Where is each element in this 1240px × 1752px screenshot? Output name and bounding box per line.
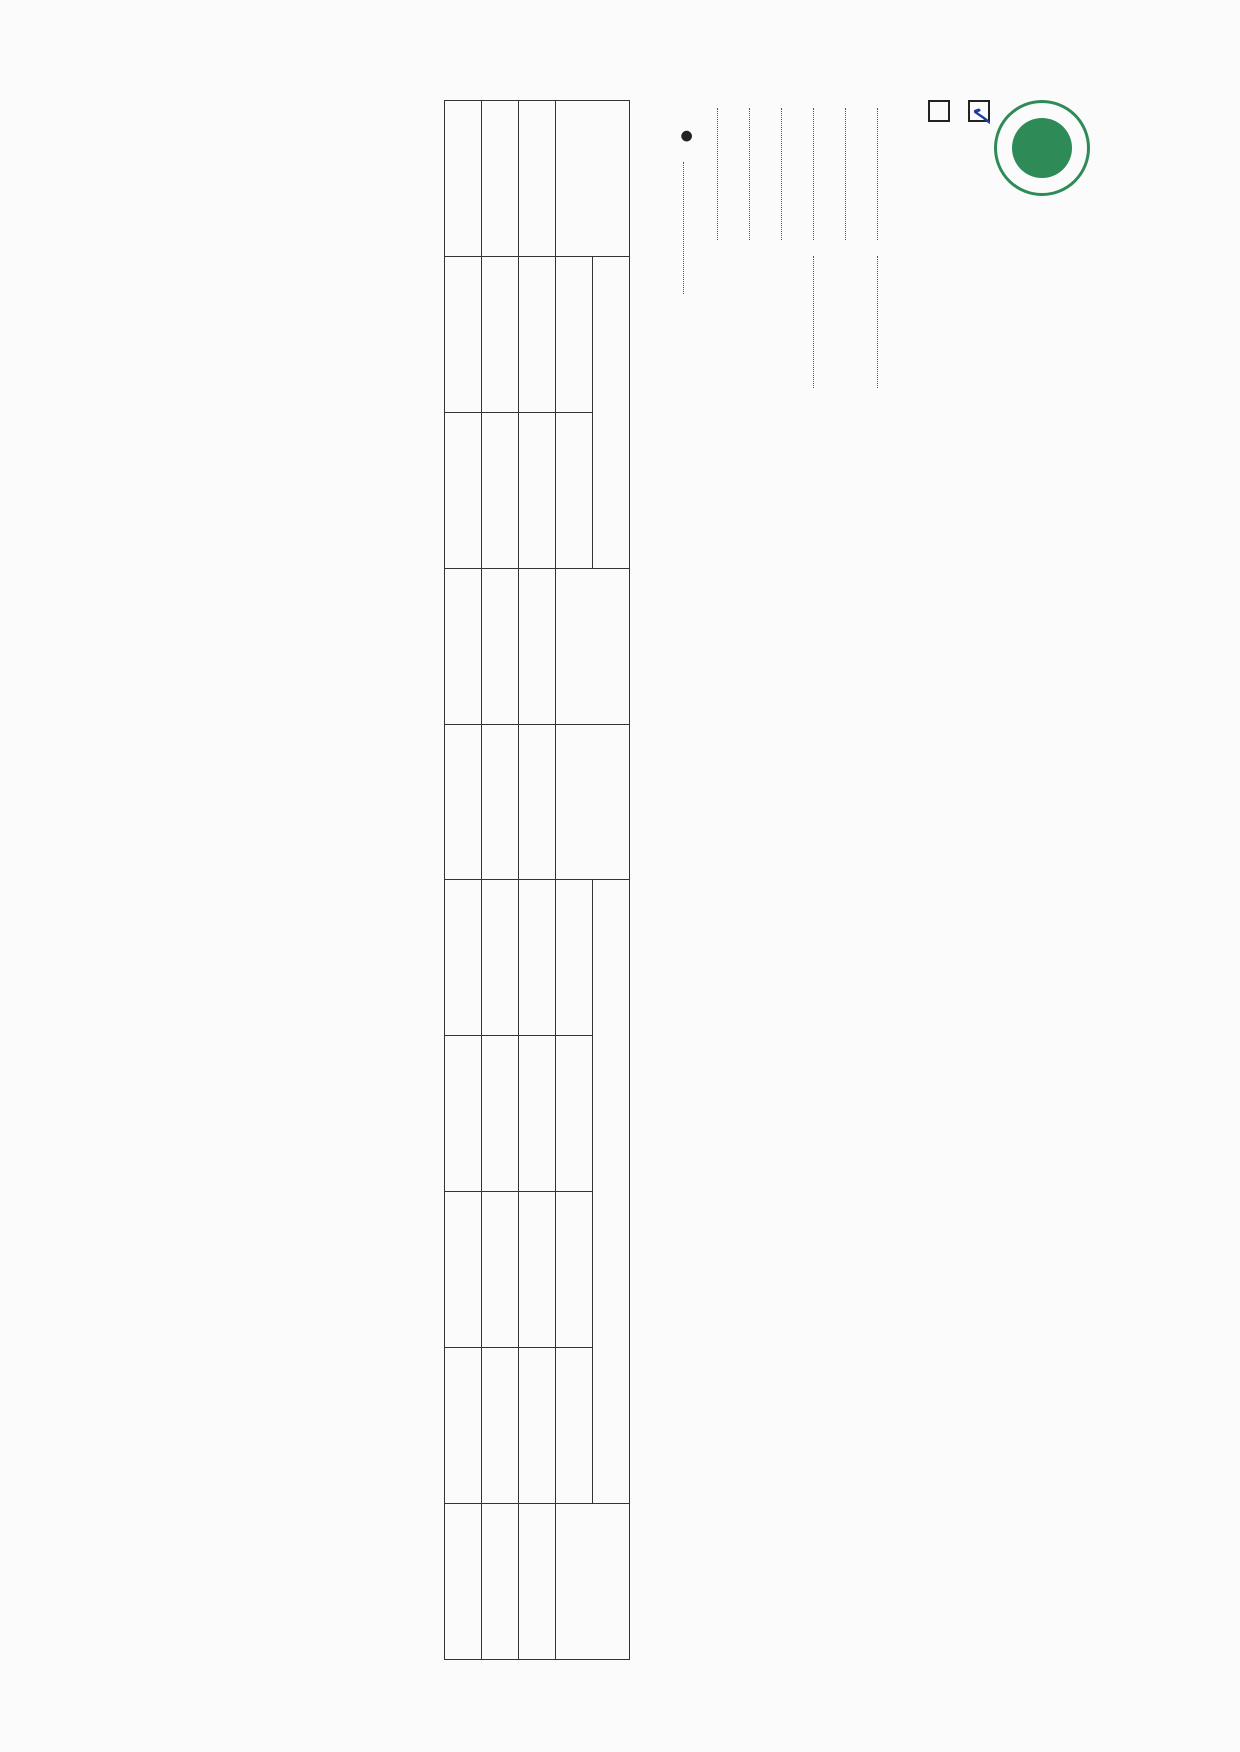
table-row <box>482 101 519 1660</box>
club-value <box>877 108 900 240</box>
budget-row <box>717 100 740 240</box>
activity-table <box>444 100 630 1660</box>
qty-cell <box>445 256 482 412</box>
outcome-cell <box>519 1504 556 1660</box>
q4-cell <box>519 1348 556 1504</box>
budget-header <box>556 568 630 724</box>
coordinator-value <box>813 108 836 240</box>
coordinator-row <box>813 100 836 388</box>
table-header-row <box>593 101 630 1660</box>
budget-cell <box>482 568 519 724</box>
club-row <box>877 100 900 388</box>
qty-cell <box>482 256 519 412</box>
table-row <box>445 101 482 1660</box>
unit-header <box>556 724 630 880</box>
q4-header <box>556 1348 593 1504</box>
q2-cell <box>445 1036 482 1192</box>
q3-header <box>556 1192 593 1348</box>
activity-cell <box>482 101 519 257</box>
outcome-cell <box>482 1504 519 1660</box>
q4-cell <box>482 1348 519 1504</box>
unit-cell <box>445 724 482 880</box>
table-row <box>519 101 556 1660</box>
budget-cell <box>445 568 482 724</box>
outcome-header <box>556 1504 630 1660</box>
rotated-form <box>70 90 1090 1690</box>
q1-cell <box>519 880 556 1036</box>
ministry-logo <box>994 100 1090 196</box>
budget-extra-row <box>679 130 706 294</box>
budget-cell <box>519 568 556 724</box>
quality-cell <box>445 412 482 568</box>
quality-cell <box>519 412 556 568</box>
unit-value <box>877 256 900 388</box>
qty-cell <box>519 256 556 412</box>
q2-cell <box>519 1036 556 1192</box>
form-title <box>1042 240 1070 1520</box>
q1-cell <box>445 880 482 1036</box>
table-subheader-row <box>556 101 593 1660</box>
q1-cell <box>482 880 519 1036</box>
planned-value <box>781 108 804 240</box>
result-quality-header <box>556 412 593 568</box>
activity-cell <box>519 101 556 257</box>
phone-value <box>813 256 836 388</box>
round-checkbox-2[interactable] <box>928 100 950 122</box>
activity-cell <box>445 101 482 257</box>
form-subtitle <box>1006 240 1034 1520</box>
planned-row <box>781 100 804 240</box>
result-qty-header <box>556 256 593 412</box>
budget-extra-value <box>683 162 706 294</box>
q1-header <box>556 880 593 1036</box>
quality-cell <box>482 412 519 568</box>
unit-cell <box>519 724 556 880</box>
address-value <box>845 108 868 240</box>
round-option-2[interactable] <box>928 100 950 132</box>
q3-cell <box>445 1192 482 1348</box>
result-header <box>593 256 630 568</box>
logo-emblem <box>1012 118 1072 178</box>
activity-header <box>556 101 630 257</box>
q3-cell <box>519 1192 556 1348</box>
q3-cell <box>482 1192 519 1348</box>
budget-value <box>717 108 740 240</box>
q4-cell <box>445 1348 482 1504</box>
unit-cell <box>482 724 519 880</box>
q2-header <box>556 1036 593 1192</box>
form-code <box>1066 1530 1090 1670</box>
done-row <box>749 100 772 240</box>
outcome-cell <box>445 1504 482 1660</box>
round-checkbox-1[interactable] <box>968 100 990 122</box>
address-row <box>845 100 868 240</box>
done-value <box>749 108 772 240</box>
q2-cell <box>482 1036 519 1192</box>
quarters-header <box>593 880 630 1504</box>
round-option-1[interactable] <box>968 100 990 132</box>
